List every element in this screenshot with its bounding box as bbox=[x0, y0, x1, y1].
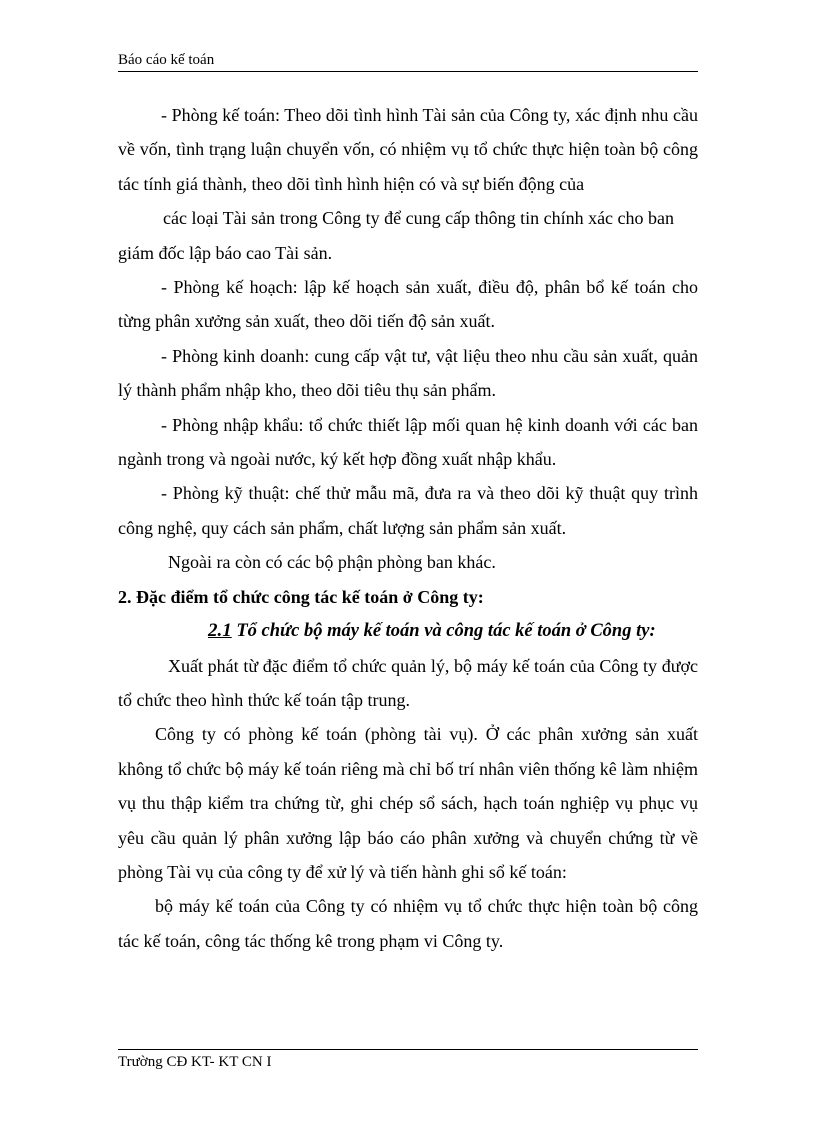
paragraph-technical-dept: - Phòng kỹ thuật: chế thử mẫu mã, đưa ra và theo dõi kỹ thuật quy trình công nghệ, quy cách sản phẩm, chất lượng sản phẩm sản xuất. bbox=[118, 483, 698, 538]
subsection-number: 2.1 bbox=[208, 620, 232, 642]
paragraph-other-depts: Ngoài ra còn có các bộ phận phòng ban khác. bbox=[168, 552, 496, 573]
paragraph-planning-dept: - Phòng kế hoạch: lập kế hoạch sản xuất, điều độ, phân bổ kế toán cho từng phân xưởng sản xuất, theo dõi tiến độ sản xuất. bbox=[118, 277, 698, 332]
footer-rule bbox=[118, 1049, 698, 1050]
subsection-colon: : bbox=[649, 621, 656, 642]
paragraph-finance-room: Công ty có phòng kế toán (phòng tài vụ). Ở các phân xưởng sản xuất không tổ chức bộ máy kế toán riêng mà chỉ bố trí nhân viên thống kê làm nhiệm vụ thu thập kiểm tra chứng từ, ghi chép sổ sách, hạch toán nghiệp vụ phục vụ yêu cầu quản lý phân xưởng lập báo cáo phân xưởng và chuyển chứng từ về phòng Tài vụ của công ty để xử lý và tiến hành ghi sổ kế toán: bbox=[118, 724, 698, 882]
footer-text: Trường CĐ KT- KT CN I bbox=[118, 1054, 272, 1070]
paragraph-accounting-duties: bộ máy kế toán của Công ty có nhiệm vụ tổ chức thực hiện toàn bộ công tác kế toán, công tác thống kê trong phạm vi Công ty. bbox=[118, 896, 698, 951]
paragraph-business-dept: - Phòng kinh doanh: cung cấp vật tư, vật liệu theo nhu cầu sản xuất, quản lý thành phẩm nhập kho, theo dõi tiêu thụ sản phẩm. bbox=[118, 345, 698, 401]
page-header bbox=[118, 52, 698, 72]
paragraph-import-dept: - Phòng nhập khẩu: tổ chức thiết lập mối quan hệ kinh doanh với các ban ngành trong và ngoài nước, ký kết hợp đồng xuất nhập khẩu. bbox=[118, 414, 698, 470]
subsection-title: Tổ chức bộ máy kế toán và công tác kế toán ở Công ty bbox=[236, 621, 650, 642]
header-title: Báo cáo kế toán bbox=[118, 52, 215, 68]
paragraph-accounting-dept-cont: các loại Tài sản trong Công ty để cung cấp thông tin chính xác cho ban bbox=[163, 208, 675, 229]
section-heading-2: 2. Đặc điểm tổ chức công tác kế toán ở Công ty: bbox=[118, 586, 484, 607]
paragraph-accounting-dept-end: giám đốc lập báo cao Tài sản. bbox=[118, 242, 333, 263]
paragraph-centralized-accounting: Xuất phát từ đặc điểm tổ chức quản lý, bộ máy kế toán của Công ty được tổ chức theo hình thức kế toán tập trung. bbox=[118, 655, 698, 710]
paragraph-accounting-dept: - Phòng kế toán: Theo dõi tình hình Tài sản của Công ty, xác định nhu cầu về vốn, tình trạng luận chuyển vốn, có nhiệm vụ tổ chức thực hiện toàn bộ công tác tính giá thành, theo dõi tình hình hiện có và sự biến động của bbox=[118, 105, 698, 194]
document-body bbox=[118, 98, 698, 958]
subsection-heading-2-1 bbox=[118, 614, 698, 648]
page-footer bbox=[118, 1054, 271, 1071]
